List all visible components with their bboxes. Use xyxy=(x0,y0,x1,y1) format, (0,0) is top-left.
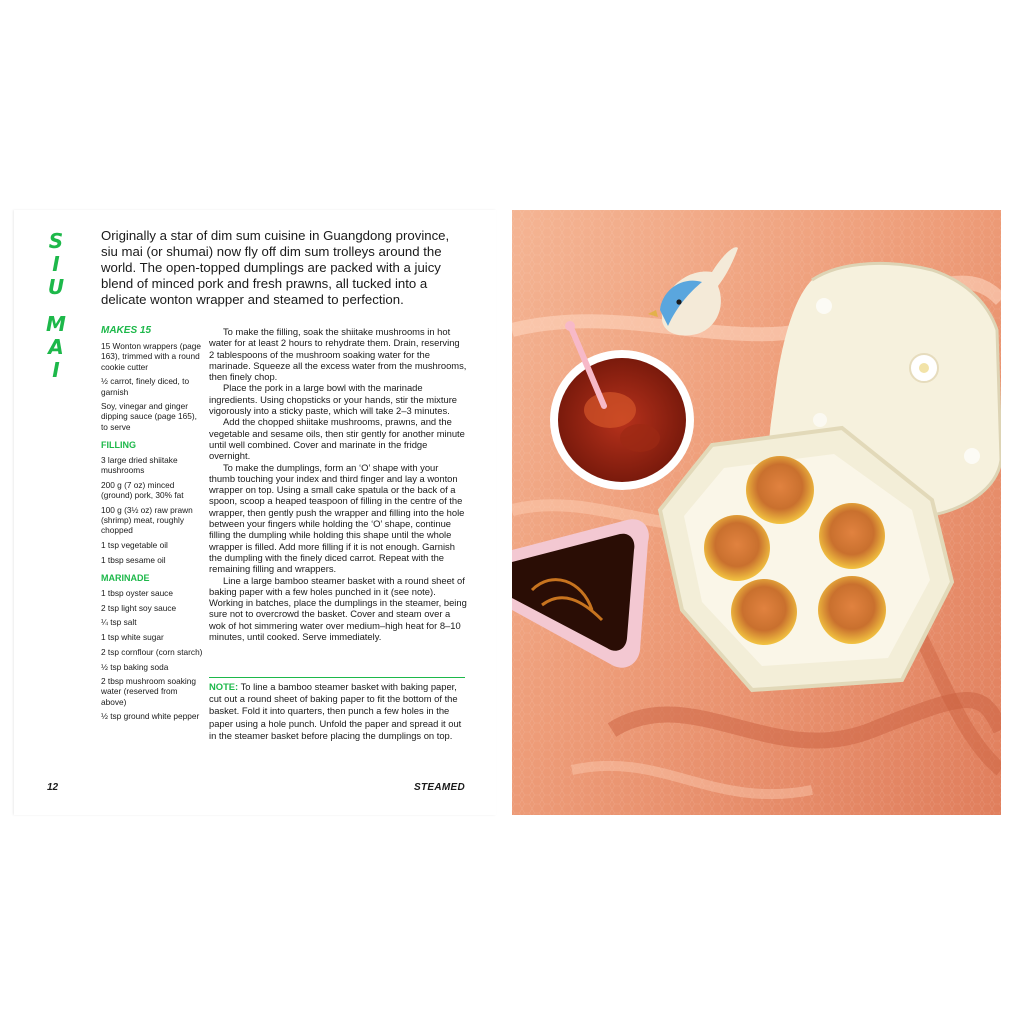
ingredient-item: 100 g (3½ oz) raw prawn (shrimp) meat, roughly chopped xyxy=(101,504,193,536)
ingredients-marinade xyxy=(101,573,203,722)
photo-illustration xyxy=(512,210,1001,815)
method-step: To make the filling, soak the shiitake mushrooms in hot water for at least 2 hours to rehydrate them. Drain, reserving 2 tablespoons of the mushroom soaking water for the marinade. Squeeze all the excess water from the mushrooms, then finely chop. xyxy=(209,326,467,383)
page-number: 12 xyxy=(47,782,59,793)
ingredient-item: 2 tbsp mushroom soaking water (reserved from above) xyxy=(101,676,197,707)
title-letter: S xyxy=(48,229,64,253)
note-divider xyxy=(209,677,465,678)
method-step: Add the chopped shiitake mushrooms, prawns, and the vegetable and sesame oils, then stir gently for another minute until well combined. Cover and marinate in the fridge overnight. xyxy=(209,416,465,462)
method-step: To make the dumplings, form an ‘O’ shape with your thumb touching your index and third finger and lay a wonton wrapper on top. Using a small cake spatula or the back of a spoon, scoop a heaped teaspoon of filling in the centre of the wrapper, then gently push the wrapper and filling into the hole between your fingers while holding the ‘O’ shape, continue filling the dumpling while holding this shape until the whole wrapper is filled. Add more filling if it is not enough. Garnish the dumpling with the finely diced carrot. Repeat with the remaining filling and wrappers. xyxy=(209,461,465,575)
ingredients-filling xyxy=(101,440,203,565)
section-name: STEAMED xyxy=(414,782,465,793)
ingredient-item: Soy, vinegar and ginger dipping sauce (page 165), to serve xyxy=(101,401,197,432)
title-letter: I xyxy=(52,358,60,382)
title-word-mai xyxy=(46,313,66,382)
title-letter: I xyxy=(52,252,60,276)
title-word-siu xyxy=(48,230,64,299)
title-letter: A xyxy=(48,335,64,359)
ingredients-main xyxy=(101,326,203,432)
method-step: Place the pork in a large bowl with the marinade ingredients. Using chopsticks or your hands, stir the mixture vigorously into a sticky paste, which will take 2–3 minutes. xyxy=(209,382,458,417)
note-text: To line a bamboo steamer basket with baking paper, cut out a round sheet of baking paper to fit the bottom of the basket. Fold it into quarters, then punch a few holes in the paper using a hole punch. Unfold the paper and spread it out in the steamer basket before placing the dumplings on top. xyxy=(209,681,462,741)
ingredient-item: 2 tsp light soy sauce xyxy=(101,602,177,613)
marinade-heading: MARINADE xyxy=(101,572,150,583)
ingredient-item: 1 tsp white sugar xyxy=(101,632,164,643)
method-step: Line a large bamboo steamer basket with a round sheet of baking paper with a few holes punched in it (see note). Working in batches, place the dumplings in the steamer, being sure not to overcrowd the basket. Cover and steam over a wok of hot simmering water over medium–high heat for 8–10 minutes, until cooked. Serve immediately. xyxy=(209,574,467,643)
ingredient-item: 3 large dried shiitake mushrooms xyxy=(101,455,178,476)
recipe-note xyxy=(209,681,467,742)
title-letter: U xyxy=(47,275,65,299)
note-label: NOTE: xyxy=(209,681,239,692)
method-column xyxy=(209,326,467,642)
ingredient-item: ½ carrot, finely diced, to garnish xyxy=(101,376,190,397)
ingredient-item: 1 tsp vegetable oil xyxy=(101,539,168,550)
ingredient-item: ½ tsp ground white pepper xyxy=(101,711,200,722)
recipe-title xyxy=(36,230,76,396)
recipe-intro: Originally a star of dim sum cuisine in Guangdong province, siu mai (or shumai) now fly off dim sum trolleys around the world. The open-topped dumplings are packed with a juicy blend of minced pork and fresh prawns, all tucked into a delicate wonton wrapper and steamed to perfection. xyxy=(101,228,450,307)
makes-heading: MAKES 15 xyxy=(101,325,152,336)
ingredient-item: 200 g (7 oz) minced (ground) pork, 30% fat xyxy=(101,479,184,501)
ingredients-column xyxy=(101,326,203,730)
ingredient-item: ½ tsp baking soda xyxy=(101,661,169,672)
ingredient-item: 1 tbsp oyster sauce xyxy=(101,588,173,599)
ingredient-item: 2 tsp cornflour (corn starch) xyxy=(101,646,203,657)
ingredient-item: 15 Wonton wrappers (page 163), trimmed with a round cookie cutter xyxy=(101,341,201,372)
ingredient-item: 1 tbsp sesame oil xyxy=(101,554,166,565)
recipe-photo xyxy=(512,210,1001,815)
title-letter: M xyxy=(46,312,66,336)
ingredient-item: ¼ tsp salt xyxy=(101,617,137,628)
filling-heading: FILLING xyxy=(101,439,136,450)
